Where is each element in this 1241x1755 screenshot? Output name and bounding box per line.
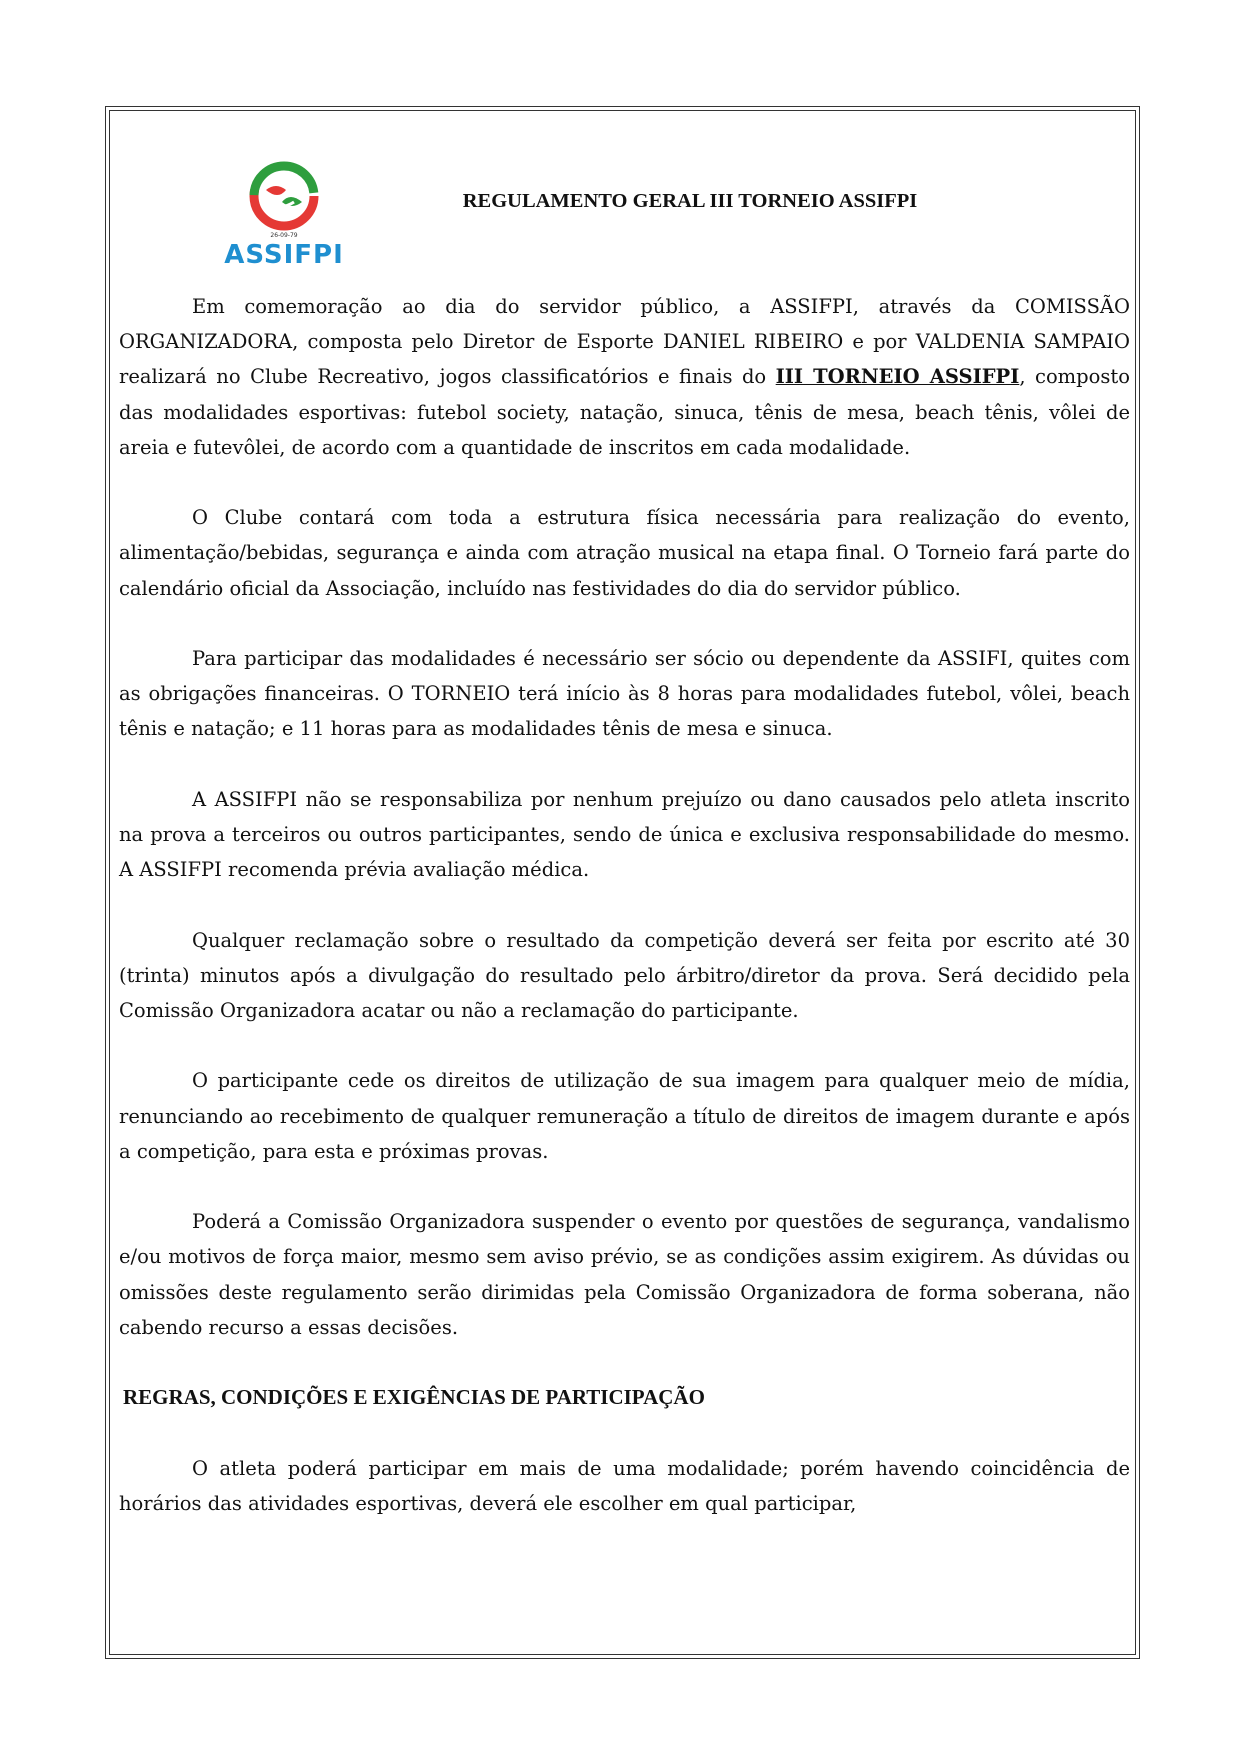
logo-date: 26-09-79	[270, 232, 298, 239]
paragraph-athlete-modalities: O atleta poderá participar em mais de uma modalidade; porém havendo coincidência de horários das atividades esportivas, deverá ele escolher em qual participar,	[119, 1456, 1130, 1515]
logo-wordmark: ASSIFPI	[224, 240, 344, 270]
paragraph-suspension: Poderá a Comissão Organizadora suspender o evento por questões de segurança, vandalismo e/ou motivos de força maior, mesmo sem aviso prévio, se as condições assim exigirem. As dúvidas ou omissões deste regulamento serão dirimidas pela Comissão Organizadora de forma soberana, não cabendo recurso a essas decisões.	[119, 1210, 1130, 1339]
paragraph-liability: A ASSIFPI não se responsabiliza por nenhum prejuízo ou dano causados pelo atleta inscrito na prova a terceiros ou outros participantes, sendo de única e exclusiva responsabilidade do mesmo. A ASSIFPI recomenda prévia avaliação médica.	[119, 787, 1130, 882]
document-body	[119, 289, 1130, 1521]
assifpi-logo	[224, 160, 344, 270]
document-title: REGULAMENTO GERAL III TORNEIO ASSIFPI	[462, 190, 918, 212]
section-heading-rules: REGRAS, CONDIÇÕES E EXIGÊNCIAS DE PARTICIPAÇÃO	[123, 1385, 705, 1410]
tournament-name-emphasis: III TORNEIO ASSIFPI	[775, 365, 1020, 389]
paragraph-club: O Clube contará com toda a estrutura física necessária para realização do evento, alimentação/bebidas, segurança e ainda com atração musical na etapa final. O Torneio fará parte do calendário oficial da Associação, incluído nas festividades do dia do servidor público.	[119, 506, 1130, 600]
paragraph-participation: Para participar das modalidades é necessário ser sócio ou dependente da ASSIFI, quites com as obrigações financeiras. O TORNEIO terá início às 8 horas para modalidades futebol, vôlei, beach tênis e natação; e 11 horas para as modalidades tênis de mesa e sinuca.	[119, 647, 1130, 741]
logo-emblem-icon	[224, 160, 344, 240]
paragraph-complaints: Qualquer reclamação sobre o resultado da competição deverá ser feita por escrito até 30 (trinta) minutos após a divulgação do resultado pelo árbitro/diretor da prova. Será decidido pela Comissão Organizadora acatar ou não a reclamação do participante.	[119, 928, 1130, 1022]
paragraph-intro: Em comemoração ao dia do servidor público, a ASSIFPI, através da COMISSÃO ORGANIZADORA, composta pelo Diretor de Esporte DANIEL RIBEIRO e por VALDENIA SAMPAIO realizará no Clube Recreativo, jogos classificatórios e finais do III TORNEIO ASSIFPI, composto das modalidades esportivas: futebol society, natação, sinuca, tênis de mesa, beach tênis, vôlei de areia e futevôlei, de acordo com a quantidade de inscritos em cada modalidade.	[119, 295, 1130, 459]
paragraph-image-rights: O participante cede os direitos de utilização de sua imagem para qualquer meio de mídia, renunciando ao recebimento de qualquer remuneração a título de direitos de imagem durante e após a competição, para esta e próximas provas.	[119, 1069, 1130, 1163]
